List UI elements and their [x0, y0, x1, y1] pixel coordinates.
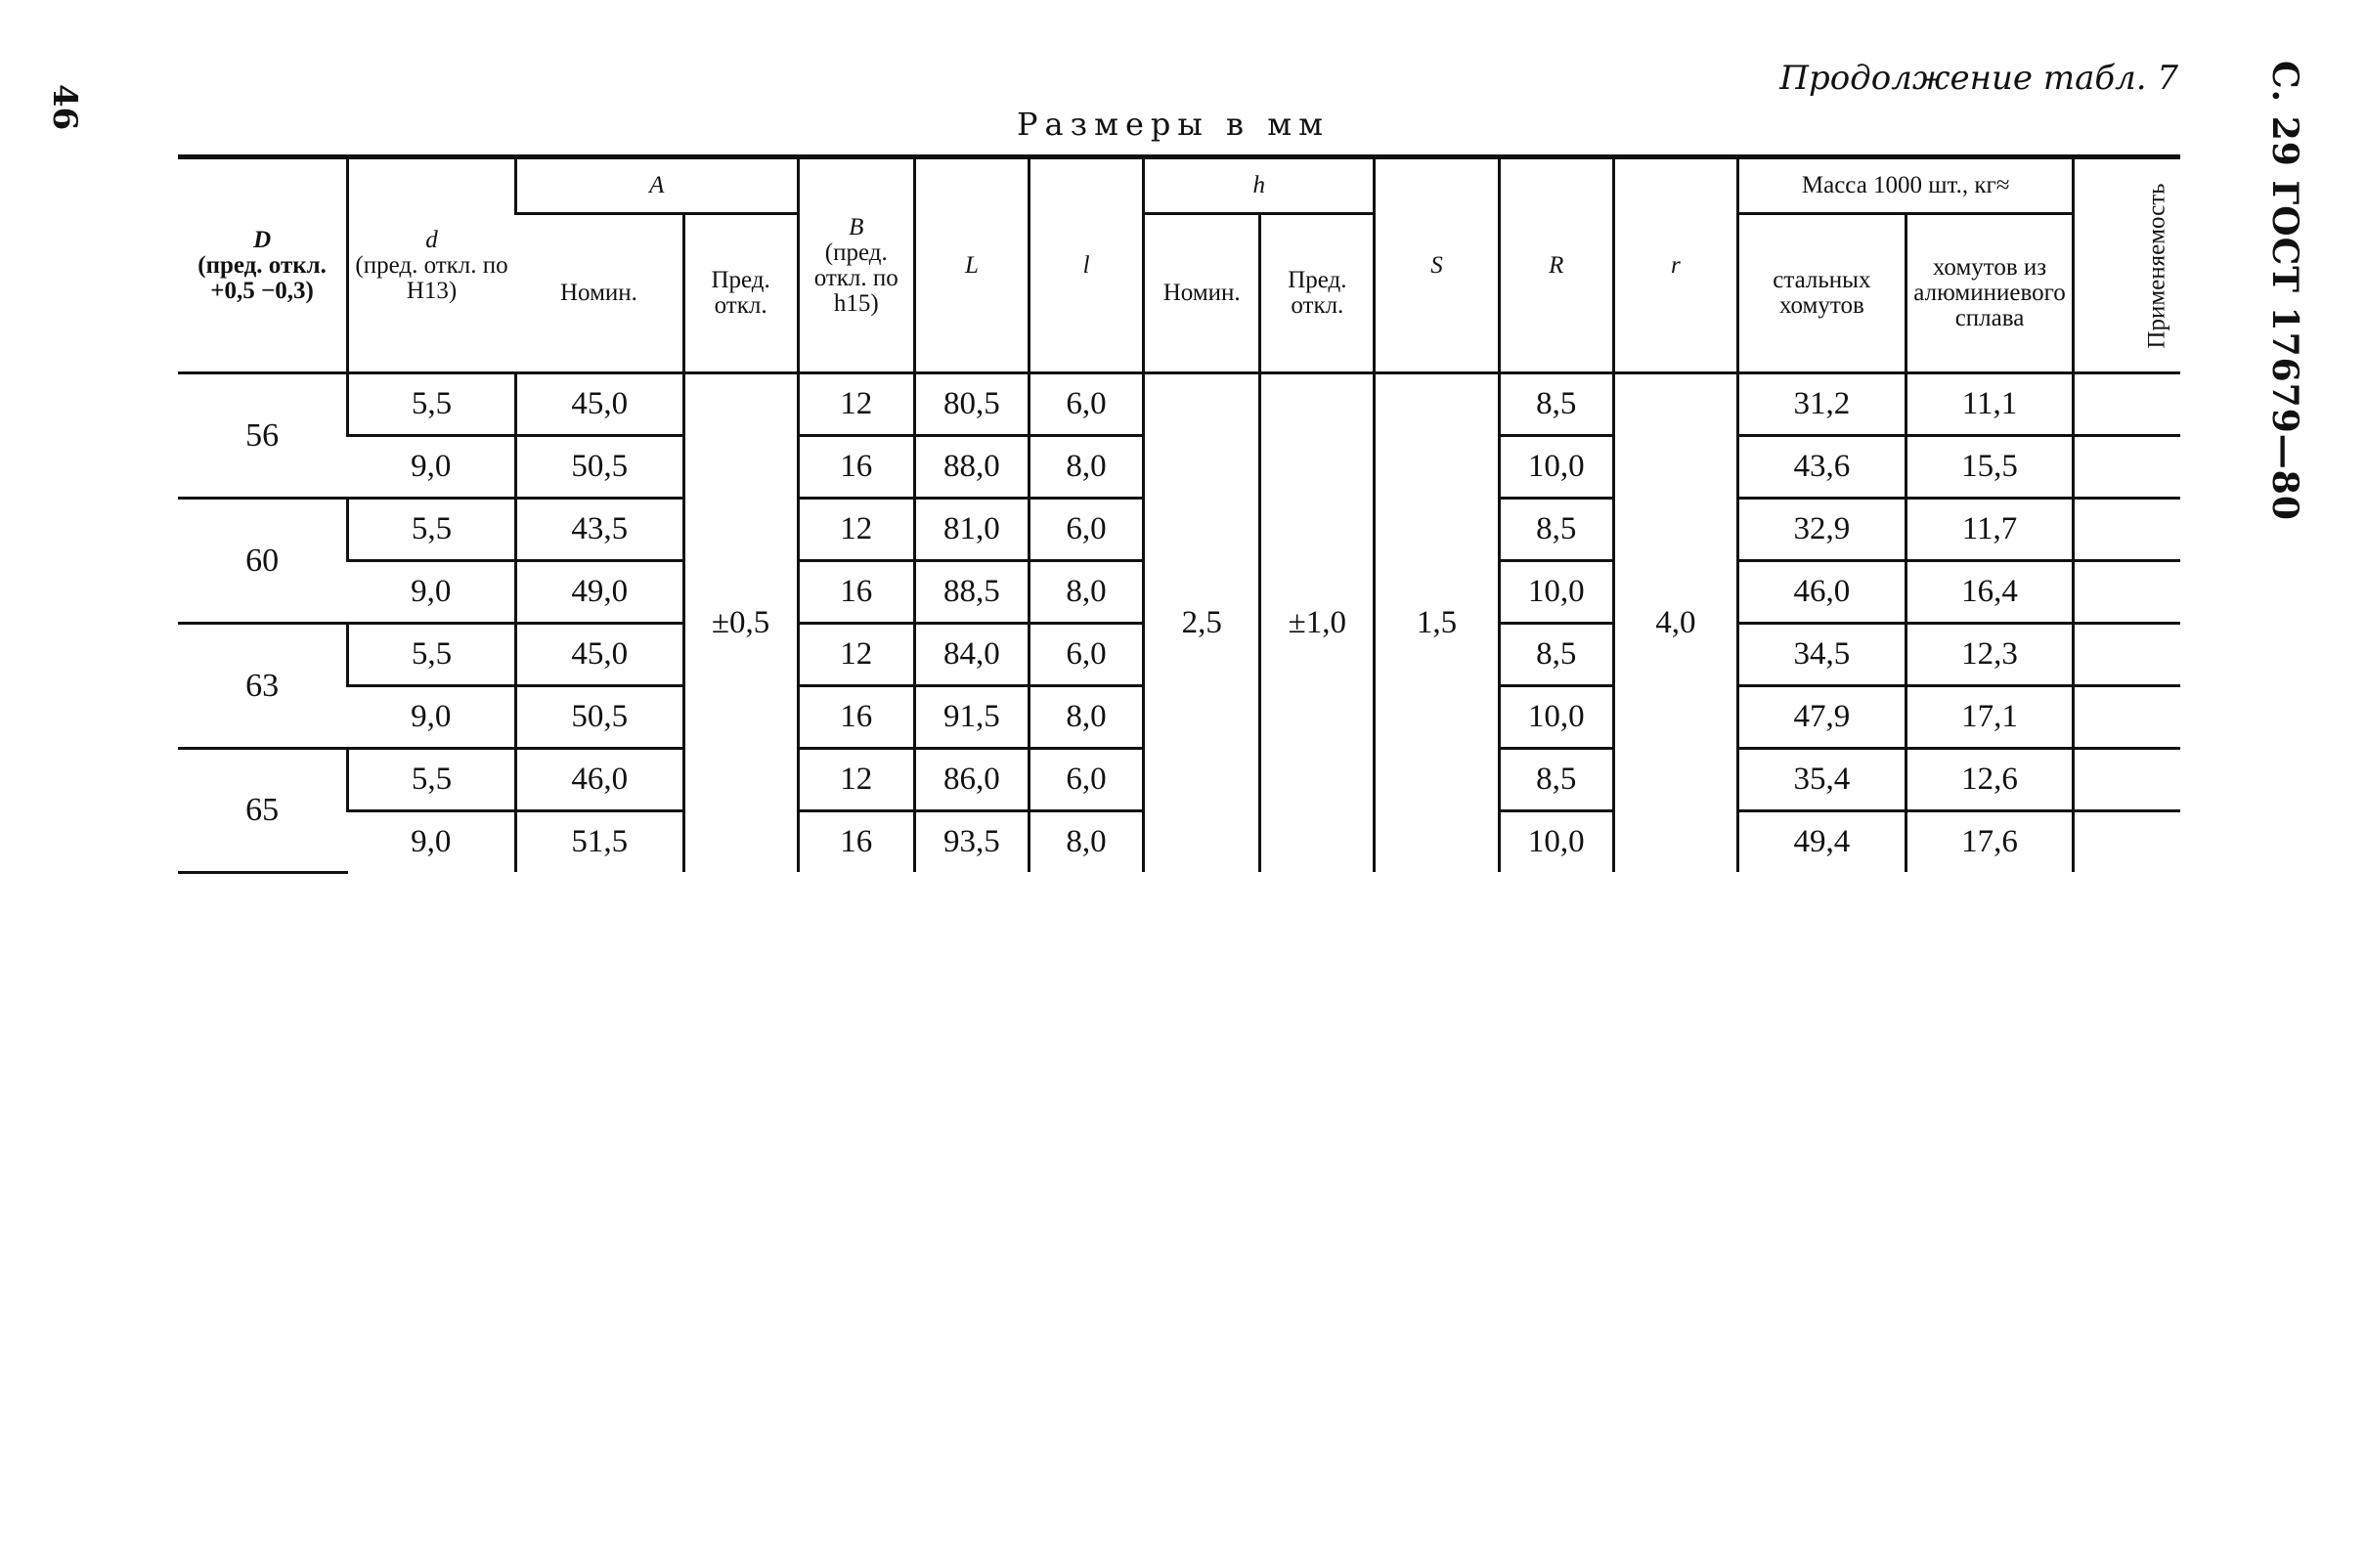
cell-B: 16 — [798, 811, 914, 873]
cell-l: 6,0 — [1029, 373, 1143, 436]
cell-R: 10,0 — [1499, 686, 1613, 749]
cell-usage — [2074, 624, 2180, 686]
cell-R: 10,0 — [1499, 436, 1613, 499]
cell-B: 12 — [798, 624, 914, 686]
cell-usage — [2074, 499, 2180, 561]
header-usage — [2074, 157, 2180, 373]
cell-L: 91,5 — [914, 686, 1029, 749]
cell-mass-aluminium: 16,4 — [1906, 561, 2074, 624]
cell-mass-steel: 47,9 — [1738, 686, 1906, 749]
header-D-note: (пред. откл. +0,5 −0,3) — [197, 251, 327, 304]
cell-mass-aluminium: 11,1 — [1906, 373, 2074, 436]
cell-mass-aluminium: 17,6 — [1906, 811, 2074, 873]
cell-A-nominal: 51,5 — [515, 811, 683, 873]
cell-usage — [2074, 749, 2180, 811]
cell-l: 6,0 — [1029, 624, 1143, 686]
cell-usage — [2074, 436, 2180, 499]
header-d — [348, 157, 516, 373]
header-R: R — [1499, 157, 1613, 373]
cell-S: 1,5 — [1375, 373, 1499, 873]
header-l: l — [1029, 157, 1143, 373]
cell-mass-steel: 43,6 — [1738, 436, 1906, 499]
cell-mass-steel: 32,9 — [1738, 499, 1906, 561]
cell-B: 16 — [798, 561, 914, 624]
dimensions-table — [178, 154, 2180, 874]
table-continuation-label: Продолжение табл. 7 — [1779, 59, 2178, 98]
header-B-note: (пред. откл. по h15) — [813, 239, 898, 317]
header-mass-aluminium: хомутов из алюминиевого сплава — [1906, 214, 2074, 373]
cell-R: 8,5 — [1499, 749, 1613, 811]
header-D-symbol: D — [253, 226, 272, 253]
cell-R: 8,5 — [1499, 624, 1613, 686]
cell-mass-steel: 46,0 — [1738, 561, 1906, 624]
cell-D: 56 — [178, 373, 348, 499]
cell-l: 8,0 — [1029, 811, 1143, 873]
cell-mass-aluminium: 15,5 — [1906, 436, 2074, 499]
cell-usage — [2074, 373, 2180, 436]
cell-R: 8,5 — [1499, 499, 1613, 561]
cell-d: 9,0 — [411, 824, 452, 859]
cell-A-nominal: 45,0 — [515, 373, 683, 436]
cell-d: 5,5 — [348, 749, 516, 811]
cell-usage — [2074, 811, 2180, 873]
cell-l: 6,0 — [1029, 749, 1143, 811]
cell-l: 8,0 — [1029, 561, 1143, 624]
header-A-deviation: Пред. откл. — [683, 214, 798, 373]
cell-A-nominal: 46,0 — [515, 749, 683, 811]
cell-mass-aluminium: 11,7 — [1906, 499, 2074, 561]
header-h: h — [1144, 157, 1375, 214]
cell-d: 5,5 — [348, 624, 516, 686]
cell-h-nominal: 2,5 — [1144, 373, 1260, 873]
cell-L: 86,0 — [914, 749, 1029, 811]
header-row-top — [178, 157, 2180, 214]
cell-l: 6,0 — [1029, 499, 1143, 561]
cell-B: 12 — [798, 499, 914, 561]
cell-d: 9,0 — [348, 686, 516, 749]
cell-l: 8,0 — [1029, 686, 1143, 749]
sizes-unit-label: Размеры в мм — [1017, 106, 1330, 143]
cell-B: 16 — [798, 436, 914, 499]
header-r: r — [1613, 157, 1737, 373]
cell-usage — [2074, 561, 2180, 624]
header-mass: Масса 1000 шт., кг≈ — [1738, 157, 2074, 214]
header-usage-text: Применяемость — [2143, 182, 2170, 349]
cell-mass-aluminium: 17,1 — [1906, 686, 2074, 749]
cell-A-nominal: 50,5 — [515, 436, 683, 499]
standard-label: С. 29 ГОСТ 17679—80 — [2264, 61, 2305, 521]
cell-A-nominal: 49,0 — [515, 561, 683, 624]
cell-d: 9,0 — [348, 436, 516, 499]
page-number: 46 — [45, 84, 84, 131]
cell-d: 5,5 — [348, 373, 516, 436]
cell-h-deviation: ±1,0 — [1260, 373, 1375, 873]
header-D — [178, 157, 348, 373]
header-A-nominal: Номин. — [515, 214, 683, 373]
cell-B: 12 — [798, 373, 914, 436]
cell-L: 84,0 — [914, 624, 1029, 686]
header-d-symbol: d — [425, 226, 438, 253]
cell-D: 65 — [178, 749, 348, 873]
cell-L: 88,5 — [914, 561, 1029, 624]
cell-mass-aluminium: 12,6 — [1906, 749, 2074, 811]
cell-mass-steel: 35,4 — [1738, 749, 1906, 811]
header-B-symbol: B — [849, 213, 864, 240]
cell-R: 8,5 — [1499, 373, 1613, 436]
header-S: S — [1375, 157, 1499, 373]
cell-d: 5,5 — [348, 499, 516, 561]
cell-r: 4,0 — [1613, 373, 1737, 873]
cell-L: 81,0 — [914, 499, 1029, 561]
header-B — [798, 157, 914, 373]
cell-R: 10,0 — [1499, 561, 1613, 624]
cell-D: 60 — [178, 499, 348, 624]
cell-R: 10,0 — [1499, 811, 1613, 873]
cell-mass-steel: 31,2 — [1738, 373, 1906, 436]
header-h-deviation: Пред. откл. — [1260, 214, 1375, 373]
cell-L: 93,5 — [914, 811, 1029, 873]
cell-A-nominal: 43,5 — [515, 499, 683, 561]
dimensions-table-wrapper — [178, 154, 2180, 874]
cell-L: 88,0 — [914, 436, 1029, 499]
header-L: L — [914, 157, 1029, 373]
cell-B: 12 — [798, 749, 914, 811]
cell-B: 16 — [798, 686, 914, 749]
cell-mass-aluminium: 12,3 — [1906, 624, 2074, 686]
cell-D: 63 — [178, 624, 348, 749]
cell-mass-steel: 34,5 — [1738, 624, 1906, 686]
cell-usage — [2074, 686, 2180, 749]
cell-A-nominal: 50,5 — [515, 686, 683, 749]
cell-d: 9,0 — [348, 561, 516, 624]
cell-l: 8,0 — [1029, 436, 1143, 499]
cell-mass-steel: 49,4 — [1738, 811, 1906, 873]
header-mass-steel: стальных хомутов — [1738, 214, 1906, 373]
header-A: A — [515, 157, 798, 214]
header-d-note: (пред. откл. по H13) — [355, 251, 508, 304]
cell-A-nominal: 45,0 — [515, 624, 683, 686]
header-h-nominal: Номин. — [1144, 214, 1260, 373]
cell-L: 80,5 — [914, 373, 1029, 436]
cell-A-deviation: ±0,5 — [683, 373, 798, 873]
table-row — [178, 373, 2180, 436]
